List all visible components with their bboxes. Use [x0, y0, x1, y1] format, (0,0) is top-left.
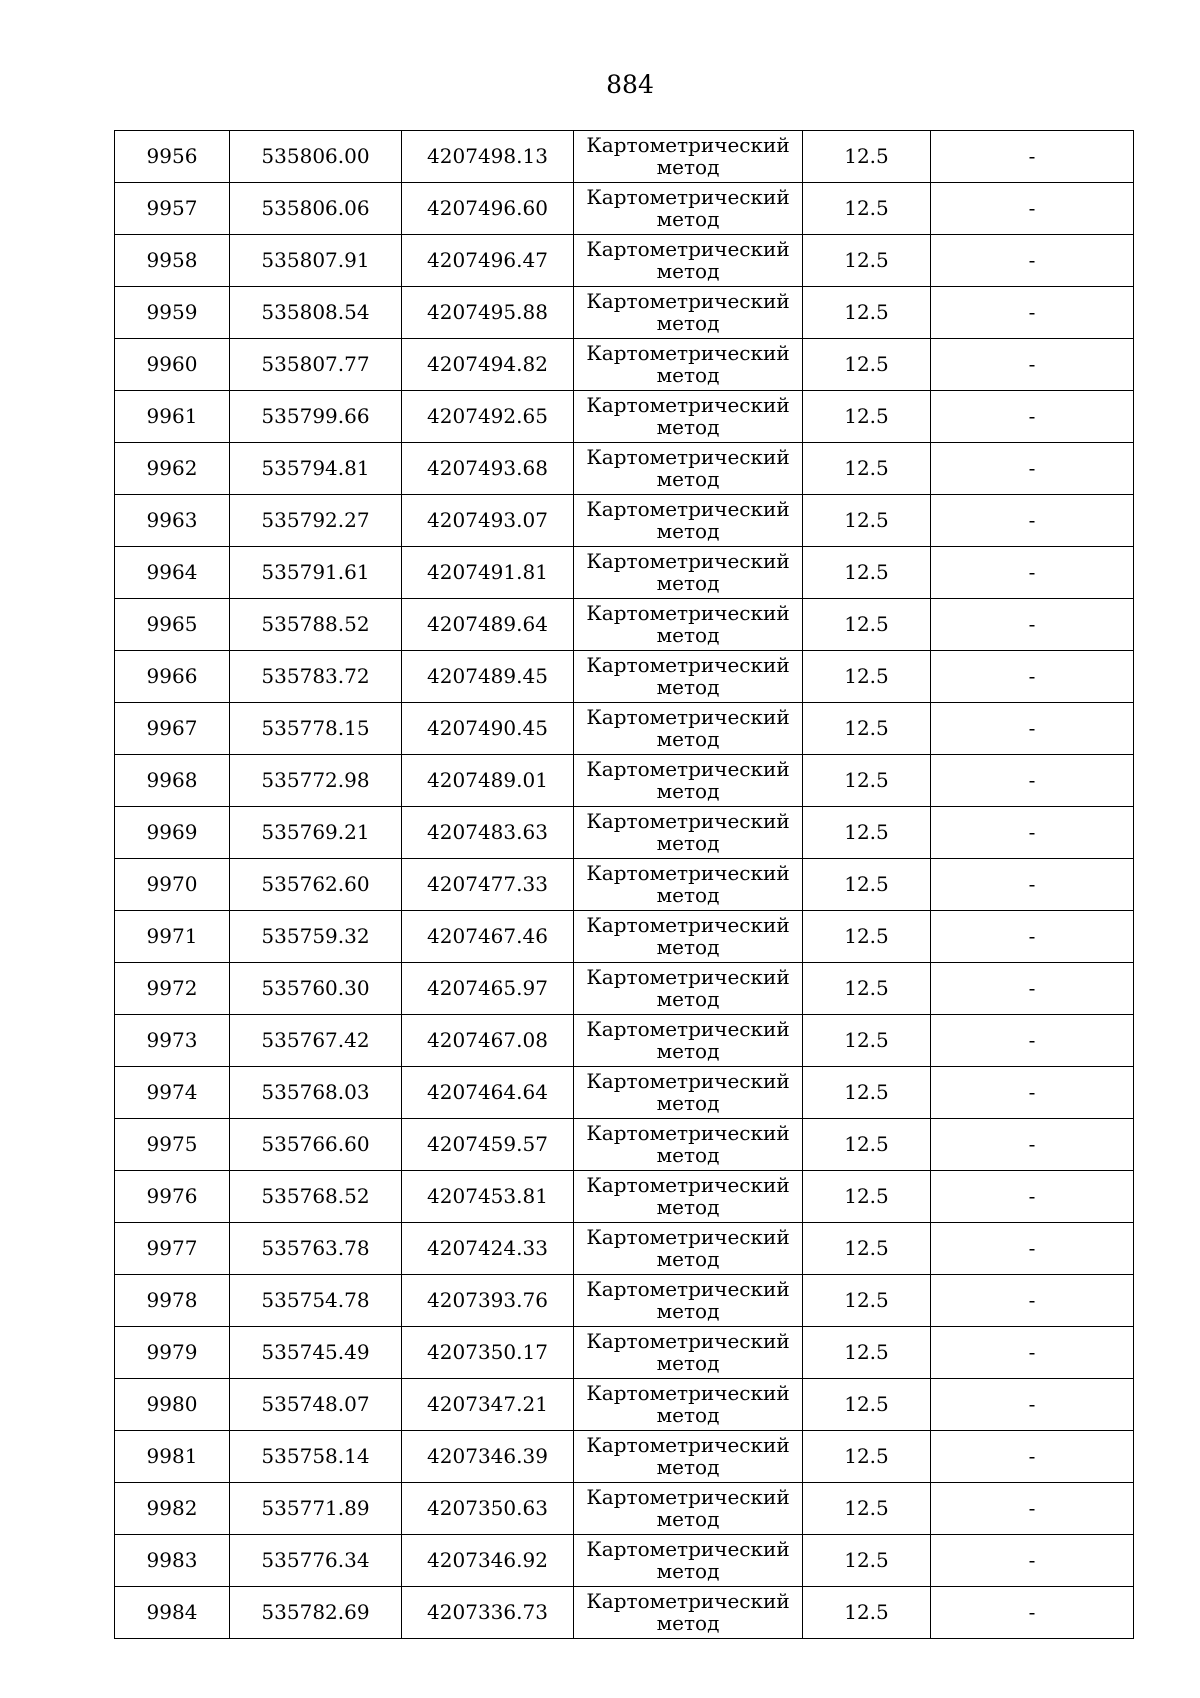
method-cell: Картометрический метод — [574, 547, 803, 599]
y-coordinate-cell: 4207350.17 — [402, 1327, 574, 1379]
method-cell: Картометрический метод — [574, 911, 803, 963]
method-cell: Картометрический метод — [574, 391, 803, 443]
y-coordinate-cell: 4207336.73 — [402, 1587, 574, 1639]
table-row — [115, 235, 1134, 287]
x-coordinate-cell: 535767.42 — [230, 1015, 402, 1067]
accuracy-cell: 12.5 — [803, 651, 931, 703]
note-cell: - — [931, 1379, 1134, 1431]
accuracy-cell: 12.5 — [803, 1275, 931, 1327]
table-row — [115, 1015, 1134, 1067]
point-number-cell: 9968 — [115, 755, 230, 807]
y-coordinate-cell: 4207347.21 — [402, 1379, 574, 1431]
x-coordinate-cell: 535760.30 — [230, 963, 402, 1015]
accuracy-cell: 12.5 — [803, 1379, 931, 1431]
table-row — [115, 1223, 1134, 1275]
point-number-cell: 9971 — [115, 911, 230, 963]
note-cell: - — [931, 755, 1134, 807]
x-coordinate-cell: 535766.60 — [230, 1119, 402, 1171]
accuracy-cell: 12.5 — [803, 859, 931, 911]
table-row — [115, 287, 1134, 339]
method-cell: Картометрический метод — [574, 1119, 803, 1171]
x-coordinate-cell: 535745.49 — [230, 1327, 402, 1379]
accuracy-cell: 12.5 — [803, 1223, 931, 1275]
x-coordinate-cell: 535783.72 — [230, 651, 402, 703]
table-row — [115, 443, 1134, 495]
method-cell: Картометрический метод — [574, 1431, 803, 1483]
point-number-cell: 9969 — [115, 807, 230, 859]
note-cell: - — [931, 1015, 1134, 1067]
method-cell: Картометрический метод — [574, 755, 803, 807]
table-row — [115, 755, 1134, 807]
x-coordinate-cell: 535788.52 — [230, 599, 402, 651]
table-row — [115, 1119, 1134, 1171]
method-cell: Картометрический метод — [574, 1535, 803, 1587]
accuracy-cell: 12.5 — [803, 1119, 931, 1171]
y-coordinate-cell: 4207494.82 — [402, 339, 574, 391]
method-cell: Картометрический метод — [574, 1379, 803, 1431]
accuracy-cell: 12.5 — [803, 443, 931, 495]
note-cell: - — [931, 1275, 1134, 1327]
method-cell: Картометрический метод — [574, 131, 803, 183]
point-number-cell: 9978 — [115, 1275, 230, 1327]
x-coordinate-cell: 535792.27 — [230, 495, 402, 547]
method-cell: Картометрический метод — [574, 807, 803, 859]
point-number-cell: 9983 — [115, 1535, 230, 1587]
accuracy-cell: 12.5 — [803, 1431, 931, 1483]
y-coordinate-cell: 4207493.68 — [402, 443, 574, 495]
x-coordinate-cell: 535806.06 — [230, 183, 402, 235]
y-coordinate-cell: 4207346.39 — [402, 1431, 574, 1483]
point-number-cell: 9967 — [115, 703, 230, 755]
point-number-cell: 9976 — [115, 1171, 230, 1223]
table-row — [115, 131, 1134, 183]
note-cell: - — [931, 287, 1134, 339]
x-coordinate-cell: 535763.78 — [230, 1223, 402, 1275]
y-coordinate-cell: 4207493.07 — [402, 495, 574, 547]
accuracy-cell: 12.5 — [803, 1067, 931, 1119]
table-row — [115, 1587, 1134, 1639]
table-row — [115, 651, 1134, 703]
accuracy-cell: 12.5 — [803, 599, 931, 651]
x-coordinate-cell: 535807.77 — [230, 339, 402, 391]
y-coordinate-cell: 4207490.45 — [402, 703, 574, 755]
method-cell: Картометрический метод — [574, 1587, 803, 1639]
point-number-cell: 9960 — [115, 339, 230, 391]
method-cell: Картометрический метод — [574, 287, 803, 339]
x-coordinate-cell: 535807.91 — [230, 235, 402, 287]
y-coordinate-cell: 4207489.45 — [402, 651, 574, 703]
point-number-cell: 9975 — [115, 1119, 230, 1171]
y-coordinate-cell: 4207496.60 — [402, 183, 574, 235]
accuracy-cell: 12.5 — [803, 963, 931, 1015]
accuracy-cell: 12.5 — [803, 183, 931, 235]
note-cell: - — [931, 495, 1134, 547]
x-coordinate-cell: 535791.61 — [230, 547, 402, 599]
method-cell: Картометрический метод — [574, 859, 803, 911]
y-coordinate-cell: 4207453.81 — [402, 1171, 574, 1223]
point-number-cell: 9956 — [115, 131, 230, 183]
note-cell: - — [931, 339, 1134, 391]
accuracy-cell: 12.5 — [803, 1535, 931, 1587]
accuracy-cell: 12.5 — [803, 287, 931, 339]
table-row — [115, 807, 1134, 859]
point-number-cell: 9965 — [115, 599, 230, 651]
method-cell: Картометрический метод — [574, 963, 803, 1015]
x-coordinate-cell: 535778.15 — [230, 703, 402, 755]
point-number-cell: 9984 — [115, 1587, 230, 1639]
note-cell: - — [931, 651, 1134, 703]
accuracy-cell: 12.5 — [803, 807, 931, 859]
y-coordinate-cell: 4207346.92 — [402, 1535, 574, 1587]
y-coordinate-cell: 4207495.88 — [402, 287, 574, 339]
note-cell: - — [931, 1067, 1134, 1119]
y-coordinate-cell: 4207350.63 — [402, 1483, 574, 1535]
accuracy-cell: 12.5 — [803, 235, 931, 287]
x-coordinate-cell: 535771.89 — [230, 1483, 402, 1535]
point-number-cell: 9982 — [115, 1483, 230, 1535]
note-cell: - — [931, 443, 1134, 495]
note-cell: - — [931, 1431, 1134, 1483]
x-coordinate-cell: 535799.66 — [230, 391, 402, 443]
point-number-cell: 9980 — [115, 1379, 230, 1431]
note-cell: - — [931, 599, 1134, 651]
accuracy-cell: 12.5 — [803, 131, 931, 183]
x-coordinate-cell: 535794.81 — [230, 443, 402, 495]
accuracy-cell: 12.5 — [803, 547, 931, 599]
method-cell: Картометрический метод — [574, 1275, 803, 1327]
accuracy-cell: 12.5 — [803, 1587, 931, 1639]
y-coordinate-cell: 4207496.47 — [402, 235, 574, 287]
x-coordinate-cell: 535754.78 — [230, 1275, 402, 1327]
note-cell: - — [931, 1327, 1134, 1379]
accuracy-cell: 12.5 — [803, 911, 931, 963]
y-coordinate-cell: 4207477.33 — [402, 859, 574, 911]
point-number-cell: 9979 — [115, 1327, 230, 1379]
note-cell: - — [931, 807, 1134, 859]
note-cell: - — [931, 859, 1134, 911]
table-row — [115, 1535, 1134, 1587]
point-number-cell: 9973 — [115, 1015, 230, 1067]
table-row — [115, 339, 1134, 391]
point-number-cell: 9959 — [115, 287, 230, 339]
note-cell: - — [931, 1171, 1134, 1223]
y-coordinate-cell: 4207467.46 — [402, 911, 574, 963]
table-row — [115, 911, 1134, 963]
y-coordinate-cell: 4207464.64 — [402, 1067, 574, 1119]
table-row — [115, 859, 1134, 911]
table-row — [115, 495, 1134, 547]
method-cell: Картометрический метод — [574, 599, 803, 651]
point-number-cell: 9957 — [115, 183, 230, 235]
table-row — [115, 1275, 1134, 1327]
point-number-cell: 9963 — [115, 495, 230, 547]
table-row — [115, 1431, 1134, 1483]
table-row — [115, 963, 1134, 1015]
table-row — [115, 1483, 1134, 1535]
x-coordinate-cell: 535758.14 — [230, 1431, 402, 1483]
note-cell: - — [931, 183, 1134, 235]
x-coordinate-cell: 535808.54 — [230, 287, 402, 339]
method-cell: Картометрический метод — [574, 703, 803, 755]
y-coordinate-cell: 4207483.63 — [402, 807, 574, 859]
table-row — [115, 1379, 1134, 1431]
point-number-cell: 9958 — [115, 235, 230, 287]
x-coordinate-cell: 535768.52 — [230, 1171, 402, 1223]
method-cell: Картометрический метод — [574, 1015, 803, 1067]
x-coordinate-cell: 535762.60 — [230, 859, 402, 911]
accuracy-cell: 12.5 — [803, 703, 931, 755]
x-coordinate-cell: 535768.03 — [230, 1067, 402, 1119]
y-coordinate-cell: 4207491.81 — [402, 547, 574, 599]
table-row — [115, 1171, 1134, 1223]
note-cell: - — [931, 131, 1134, 183]
note-cell: - — [931, 547, 1134, 599]
table-row — [115, 547, 1134, 599]
accuracy-cell: 12.5 — [803, 1483, 931, 1535]
point-number-cell: 9977 — [115, 1223, 230, 1275]
y-coordinate-cell: 4207424.33 — [402, 1223, 574, 1275]
method-cell: Картометрический метод — [574, 235, 803, 287]
x-coordinate-cell: 535776.34 — [230, 1535, 402, 1587]
accuracy-cell: 12.5 — [803, 1171, 931, 1223]
accuracy-cell: 12.5 — [803, 1015, 931, 1067]
method-cell: Картометрический метод — [574, 339, 803, 391]
x-coordinate-cell: 535769.21 — [230, 807, 402, 859]
point-number-cell: 9972 — [115, 963, 230, 1015]
note-cell: - — [931, 1223, 1134, 1275]
method-cell: Картометрический метод — [574, 1171, 803, 1223]
note-cell: - — [931, 391, 1134, 443]
table-row — [115, 703, 1134, 755]
method-cell: Картометрический метод — [574, 1483, 803, 1535]
x-coordinate-cell: 535772.98 — [230, 755, 402, 807]
note-cell: - — [931, 1587, 1134, 1639]
note-cell: - — [931, 963, 1134, 1015]
accuracy-cell: 12.5 — [803, 495, 931, 547]
y-coordinate-cell: 4207489.01 — [402, 755, 574, 807]
point-number-cell: 9970 — [115, 859, 230, 911]
table-row — [115, 1067, 1134, 1119]
coordinates-table-body — [115, 131, 1134, 1639]
y-coordinate-cell: 4207459.57 — [402, 1119, 574, 1171]
table-row — [115, 599, 1134, 651]
method-cell: Картометрический метод — [574, 651, 803, 703]
accuracy-cell: 12.5 — [803, 1327, 931, 1379]
method-cell: Картометрический метод — [574, 443, 803, 495]
point-number-cell: 9962 — [115, 443, 230, 495]
method-cell: Картометрический метод — [574, 1327, 803, 1379]
note-cell: - — [931, 703, 1134, 755]
table-row — [115, 1327, 1134, 1379]
y-coordinate-cell: 4207498.13 — [402, 131, 574, 183]
point-number-cell: 9964 — [115, 547, 230, 599]
y-coordinate-cell: 4207492.65 — [402, 391, 574, 443]
method-cell: Картометрический метод — [574, 183, 803, 235]
note-cell: - — [931, 1483, 1134, 1535]
y-coordinate-cell: 4207489.64 — [402, 599, 574, 651]
note-cell: - — [931, 1119, 1134, 1171]
x-coordinate-cell: 535748.07 — [230, 1379, 402, 1431]
accuracy-cell: 12.5 — [803, 339, 931, 391]
table-row — [115, 183, 1134, 235]
point-number-cell: 9966 — [115, 651, 230, 703]
accuracy-cell: 12.5 — [803, 755, 931, 807]
coordinates-table — [114, 130, 1134, 1639]
x-coordinate-cell: 535806.00 — [230, 131, 402, 183]
page-number: 884 — [606, 70, 654, 99]
y-coordinate-cell: 4207465.97 — [402, 963, 574, 1015]
method-cell: Картометрический метод — [574, 495, 803, 547]
point-number-cell: 9974 — [115, 1067, 230, 1119]
note-cell: - — [931, 1535, 1134, 1587]
note-cell: - — [931, 911, 1134, 963]
accuracy-cell: 12.5 — [803, 391, 931, 443]
y-coordinate-cell: 4207393.76 — [402, 1275, 574, 1327]
method-cell: Картометрический метод — [574, 1067, 803, 1119]
note-cell: - — [931, 235, 1134, 287]
method-cell: Картометрический метод — [574, 1223, 803, 1275]
table-row — [115, 391, 1134, 443]
point-number-cell: 9961 — [115, 391, 230, 443]
y-coordinate-cell: 4207467.08 — [402, 1015, 574, 1067]
point-number-cell: 9981 — [115, 1431, 230, 1483]
x-coordinate-cell: 535759.32 — [230, 911, 402, 963]
x-coordinate-cell: 535782.69 — [230, 1587, 402, 1639]
